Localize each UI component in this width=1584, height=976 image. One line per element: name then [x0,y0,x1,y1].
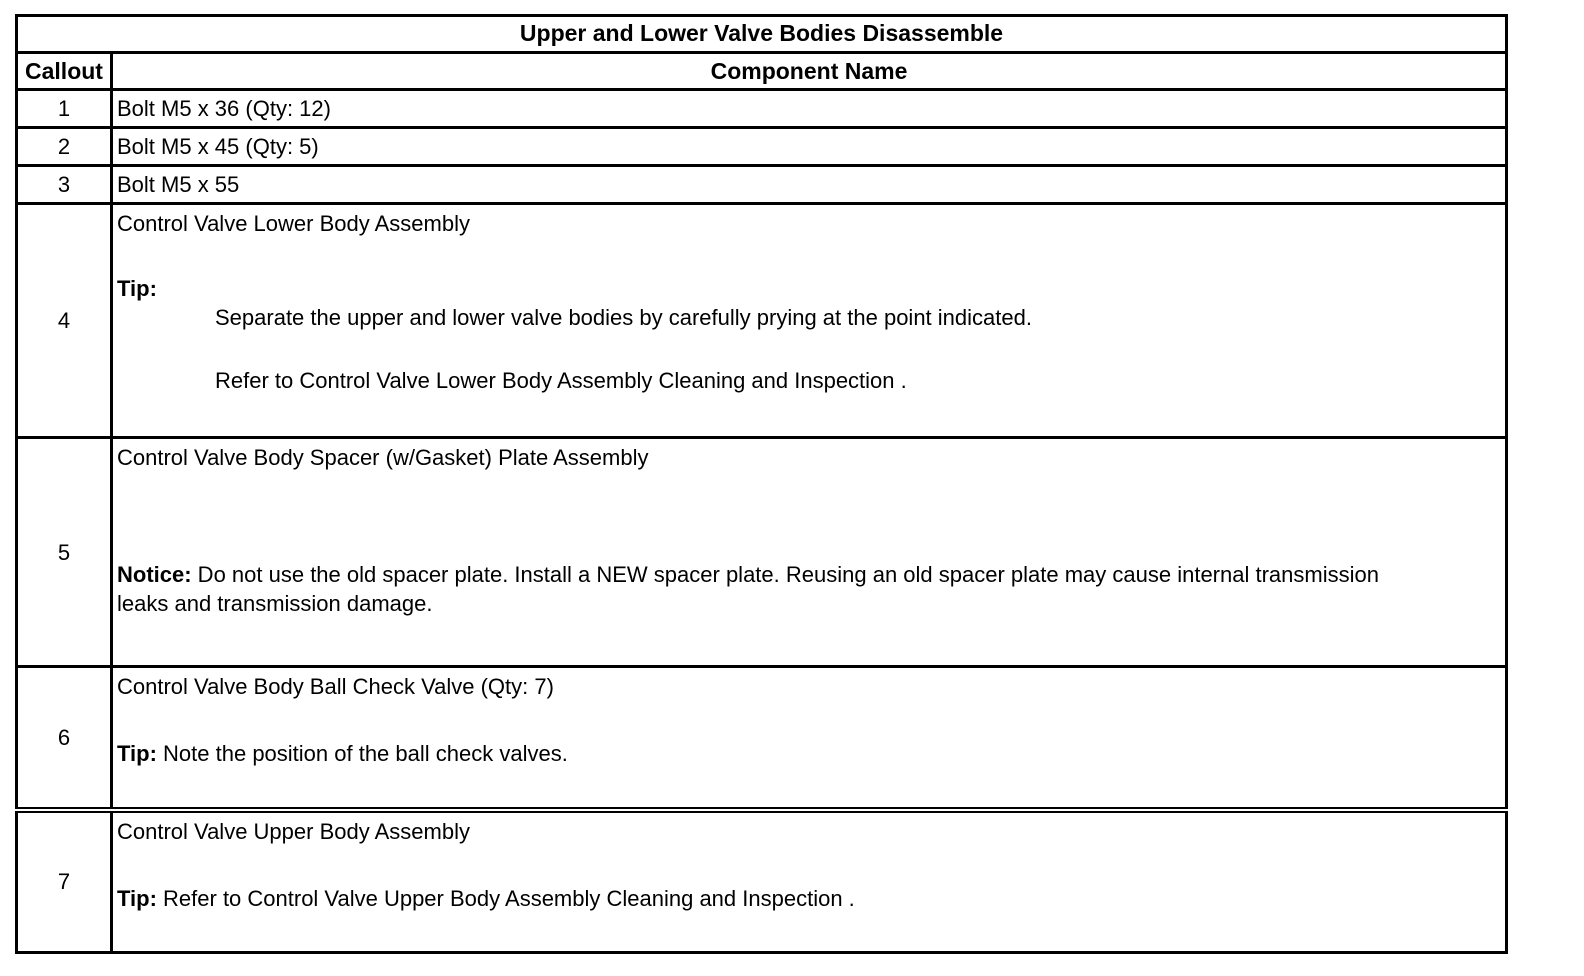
callout-column-header: Callout [17,52,112,90]
table-header-row [17,52,1507,90]
tip-text: Separate the upper and lower valve bodies by carefully prying at the point indicated. [215,304,1032,330]
tip-label: Tip: [117,741,157,767]
tip-label: Tip: [117,885,157,911]
notice-paragraph [117,560,1501,618]
disassembly-table-container [15,14,1508,954]
table-row [17,90,1507,128]
disassembly-table [15,14,1508,954]
callout-number: 1 [17,90,112,128]
component-cell [112,810,1507,953]
callout-number: 2 [17,128,112,166]
notice-text: Do not use the old spacer plate. Install a NEW spacer plate. Reusing an old spacer plate may cause internal transmission leaks and transmission damage. [117,562,1379,617]
notice-label: Notice: [117,562,192,588]
table-row [17,810,1507,953]
table-row [17,128,1507,166]
tip-paragraph [117,884,1501,913]
tip-text: Refer to Control Valve Upper Body Assembly Cleaning and Inspection . [156,885,855,911]
table-title: Upper and Lower Valve Bodies Disassemble [17,16,1507,53]
component-name-column-header: Component Name [112,52,1507,90]
component-cell [112,438,1507,667]
component-name: Bolt M5 x 36 (Qty: 12) [112,90,1507,128]
callout-number: 3 [17,165,112,203]
tip-reference-text: Refer to Control Valve Lower Body Assembly Cleaning and Inspection . [215,367,907,393]
component-name: Control Valve Upper Body Assembly [117,818,470,844]
callout-number: 5 [17,438,112,667]
table-row [17,667,1507,810]
component-name: Control Valve Body Ball Check Valve (Qty: 7) [117,674,554,700]
component-name: Control Valve Body Spacer (w/Gasket) Plate Assembly [117,445,649,471]
table-row [17,203,1507,438]
tip-paragraph [117,739,1501,768]
tip-label: Tip: [117,275,157,301]
callout-number: 4 [17,203,112,438]
table-row [17,165,1507,203]
callout-number: 6 [17,667,112,810]
table-row [17,438,1507,667]
callout-number: 7 [17,810,112,953]
component-name: Control Valve Lower Body Assembly [117,210,470,236]
component-cell [112,203,1507,438]
component-name: Bolt M5 x 55 [112,165,1507,203]
component-cell [112,667,1507,810]
tip-text: Note the position of the ball check valves. [156,741,568,767]
table-title-row [17,16,1507,53]
component-name: Bolt M5 x 45 (Qty: 5) [112,128,1507,166]
